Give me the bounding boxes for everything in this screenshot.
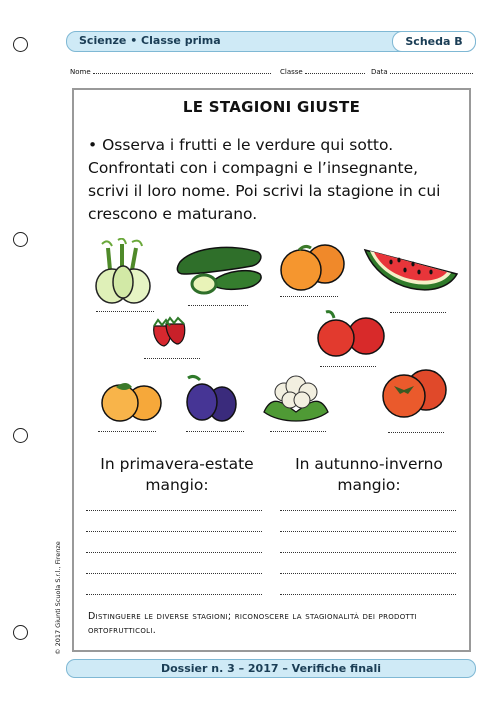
- name-line[interactable]: [390, 312, 446, 313]
- apple-icon: [312, 310, 388, 358]
- name-line[interactable]: [270, 431, 326, 432]
- header-bar: [66, 31, 476, 52]
- name-line[interactable]: [188, 305, 248, 306]
- name-field[interactable]: Nome: [70, 66, 271, 76]
- subject-label: Scienze • Classe prima: [79, 34, 221, 47]
- scheda-label: Scheda B: [392, 31, 476, 52]
- name-line[interactable]: [96, 311, 154, 312]
- worksheet-frame: [72, 88, 471, 652]
- fennel-icon: [88, 238, 160, 306]
- zucchini-icon: [174, 240, 266, 300]
- binder-hole: [13, 37, 28, 52]
- name-line[interactable]: [280, 296, 338, 297]
- autumn-winter-line[interactable]: [280, 552, 456, 553]
- plum-icon: [180, 374, 240, 424]
- spring-summer-heading: In primavera-estate mangio:: [100, 455, 254, 494]
- learning-objective: Distinguere le diverse stagioni; riconoscere la stagionalità dei prodotti ortofrutticoli.: [88, 611, 417, 636]
- spring-summer-line[interactable]: [86, 531, 262, 532]
- name-line[interactable]: [144, 358, 200, 359]
- watermelon-icon: [361, 242, 461, 298]
- class-field[interactable]: Classe: [280, 66, 365, 76]
- spring-summer-line[interactable]: [86, 594, 262, 595]
- date-field[interactable]: Data: [371, 66, 473, 76]
- spring-summer-line[interactable]: [86, 552, 262, 553]
- autumn-winter-line[interactable]: [280, 594, 456, 595]
- instruction-text: • Osserva i frutti e le verdure qui sotto. Confrontati con i compagni e l’insegnante, scrivi il loro nome. Poi scrivi la stagione in cui crescono e maturano.: [88, 136, 441, 223]
- autumn-winter-line[interactable]: [280, 573, 456, 574]
- name-line[interactable]: [98, 431, 156, 432]
- persimmon-icon: [378, 364, 450, 420]
- binder-hole: [13, 428, 28, 443]
- spring-summer-line[interactable]: [86, 510, 262, 511]
- strawberry-icon: [148, 316, 188, 348]
- orange-icon: [277, 240, 347, 292]
- name-line[interactable]: [320, 366, 376, 367]
- name-line[interactable]: [388, 432, 444, 433]
- autumn-winter-line[interactable]: [280, 510, 456, 511]
- cauliflower-icon: [262, 372, 330, 424]
- binder-hole: [13, 625, 28, 640]
- name-line[interactable]: [186, 431, 244, 432]
- binder-hole: [13, 232, 28, 247]
- autumn-winter-heading: In autunno-inverno mangio:: [295, 455, 443, 494]
- copyright-text: © 2017 Giunti Scuola S.r.l., Firenze: [54, 541, 62, 655]
- page-title: LE STAGIONI GIUSTE: [182, 98, 361, 116]
- spring-summer-line[interactable]: [86, 573, 262, 574]
- autumn-winter-line[interactable]: [280, 531, 456, 532]
- apricot-icon: [96, 379, 166, 423]
- footer-bar: Dossier n. 3 – 2017 – Verifiche finali: [66, 659, 476, 678]
